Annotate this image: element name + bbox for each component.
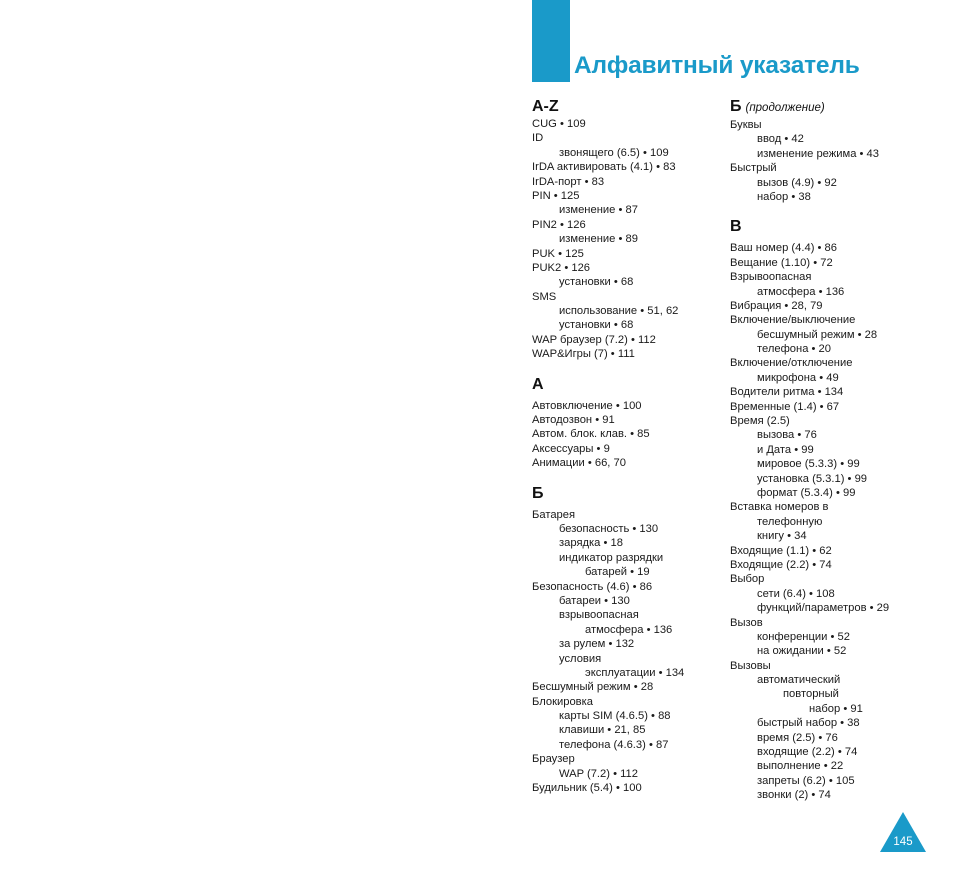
section-heading: [730, 217, 935, 237]
index-entry: установка (5.3.1) • 99: [757, 472, 868, 485]
index-entry: телефона (4.6.3) • 87: [559, 738, 669, 751]
index-entry: телефона • 20: [757, 343, 832, 356]
index-entry: вызова • 76: [757, 429, 817, 442]
index-entry: звонящего (6.5) • 109: [559, 146, 669, 159]
section-letter: А: [532, 375, 544, 393]
index-entry: Включение/отключение: [730, 357, 853, 370]
index-entry: Вставка номеров в: [730, 501, 829, 514]
page-number: 145: [893, 836, 913, 848]
index-entry: Автодозвон • 91: [532, 414, 615, 427]
index-entry: мировое (5.3.3) • 99: [757, 458, 860, 471]
index-entry: Быстрый: [730, 162, 777, 175]
index-entry: изменение режима • 43: [757, 147, 879, 160]
index-entry: атмосфера • 136: [757, 285, 845, 298]
index-entry: запреты (6.2) • 105: [757, 774, 855, 787]
index-entry: ввод • 42: [757, 133, 804, 146]
header-accent-block: [532, 0, 570, 82]
index-entry: WAP браузер (7.2) • 112: [532, 333, 656, 346]
index-entry: WAP (7.2) • 112: [559, 767, 638, 780]
index-entry: Буквы: [730, 119, 762, 131]
index-entry: Вещание (1.10) • 72: [730, 256, 833, 269]
index-entry: формат (5.3.4) • 99: [757, 486, 856, 499]
index-entry: Будильник (5.4) • 100: [532, 782, 642, 795]
index-entry: Время (2.5): [730, 415, 790, 428]
index-entry: IrDA-порт • 83: [532, 175, 605, 188]
index-entry: взрывоопасная: [559, 609, 639, 622]
index-entry: выполнение • 22: [757, 760, 844, 773]
index-entry: Автовключение • 100: [532, 399, 642, 412]
section-letter: Б: [730, 98, 742, 115]
index-entry: WAP&Игры (7) • 111: [532, 348, 635, 361]
page-title: Алфавитный указатель: [574, 52, 860, 79]
index-entry: конференции • 52: [757, 630, 850, 643]
section-heading: [532, 484, 722, 504]
index-entry: Временные (1.4) • 67: [730, 400, 840, 413]
index-entry: сети (6.4) • 108: [757, 587, 835, 600]
index-entry: Анимации • 66, 70: [532, 457, 626, 470]
index-entry: PUK2 • 126: [532, 261, 591, 274]
index-entry: функций/параметров • 29: [757, 602, 890, 615]
index-entry: Безопасность (4.6) • 86: [532, 580, 653, 593]
index-entry: набор • 91: [809, 702, 863, 715]
index-entry: батареи • 130: [559, 594, 630, 607]
index-entry: Взрывоопасная: [730, 271, 812, 284]
index-entry: безопасность • 130: [559, 522, 659, 535]
index-entry: установки • 68: [559, 276, 634, 289]
index-entry: Вибрация • 28, 79: [730, 299, 823, 312]
index-entry: Выбор: [730, 573, 765, 586]
index-entry: PIN • 125: [532, 189, 580, 202]
index-entry: звонки (2) • 74: [757, 789, 831, 802]
index-entry: набор • 38: [757, 190, 811, 203]
index-entry: изменение • 87: [559, 204, 638, 217]
page-number-badge: [880, 812, 926, 852]
index-entry: условия: [559, 652, 602, 665]
index-entry: повторный: [783, 688, 839, 701]
index-entry: Вызов: [730, 616, 763, 629]
index-entry: вызов (4.9) • 92: [757, 176, 837, 189]
index-entry: Браузер: [532, 753, 575, 766]
index-entry: Входящие (2.2) • 74: [730, 558, 832, 571]
index-entry: Вызовы: [730, 659, 771, 672]
index-entry: бесшумный режим • 28: [757, 328, 878, 341]
index-entry: индикатор разрядки: [559, 551, 664, 564]
index-entry: карты SIM (4.6.5) • 88: [559, 710, 671, 723]
index-entry: PIN2 • 126: [532, 218, 586, 231]
section-letter: Б: [532, 484, 544, 502]
index-entry: Блокировка: [532, 695, 593, 708]
index-entry: и Дата • 99: [757, 443, 814, 456]
index-entry: PUK • 125: [532, 247, 584, 260]
index-entry: автоматический: [757, 674, 841, 687]
index-entry: на ожидании • 52: [757, 645, 847, 658]
index-entry: Ваш номер (4.4) • 86: [730, 242, 837, 255]
index-entry: Включение/выключение: [730, 314, 856, 327]
index-entry: использование • 51, 62: [559, 305, 679, 318]
index-entry: время (2.5) • 76: [757, 731, 838, 744]
index-entry: ID: [532, 132, 544, 145]
index-entry: входящие (2.2) • 74: [757, 746, 858, 759]
index-entry: изменение • 89: [559, 233, 638, 246]
index-entry: установки • 68: [559, 319, 634, 332]
index-entry: Автом. блок. клав. • 85: [532, 428, 650, 441]
index-entry: Водители ритма • 134: [730, 386, 844, 399]
index-entry: телефонную: [757, 515, 823, 528]
index-entry: IrDA активировать (4.1) • 83: [532, 161, 676, 174]
section-continued-label: (продолжение): [745, 102, 825, 114]
index-entry: CUG • 109: [532, 118, 586, 130]
section-heading: [532, 375, 722, 395]
index-entry: Батарея: [532, 508, 576, 521]
index-entry: эксплуатации • 134: [585, 666, 685, 679]
section-letter: A-Z: [532, 98, 559, 115]
index-entry: книгу • 34: [757, 530, 807, 543]
index-entry: за рулем • 132: [559, 638, 635, 651]
index-entry: Бесшумный режим • 28: [532, 681, 654, 694]
index-column-right: [730, 97, 935, 803]
section-heading: [532, 97, 722, 117]
index-entry: Входящие (1.1) • 62: [730, 544, 832, 557]
index-entry: SMS: [532, 290, 557, 303]
section-heading: [730, 97, 935, 118]
index-entry: Аксессуары • 9: [532, 442, 610, 455]
index-entry: атмосфера • 136: [585, 623, 673, 636]
index-entry: клавиши • 21, 85: [559, 724, 646, 737]
index-entry: зарядка • 18: [559, 537, 623, 550]
index-entry: батарей • 19: [585, 566, 650, 579]
index-entry: быстрый набор • 38: [757, 717, 860, 730]
index-column-left: [532, 97, 722, 795]
section-letter: В: [730, 218, 742, 236]
index-entry: микрофона • 49: [757, 371, 839, 384]
